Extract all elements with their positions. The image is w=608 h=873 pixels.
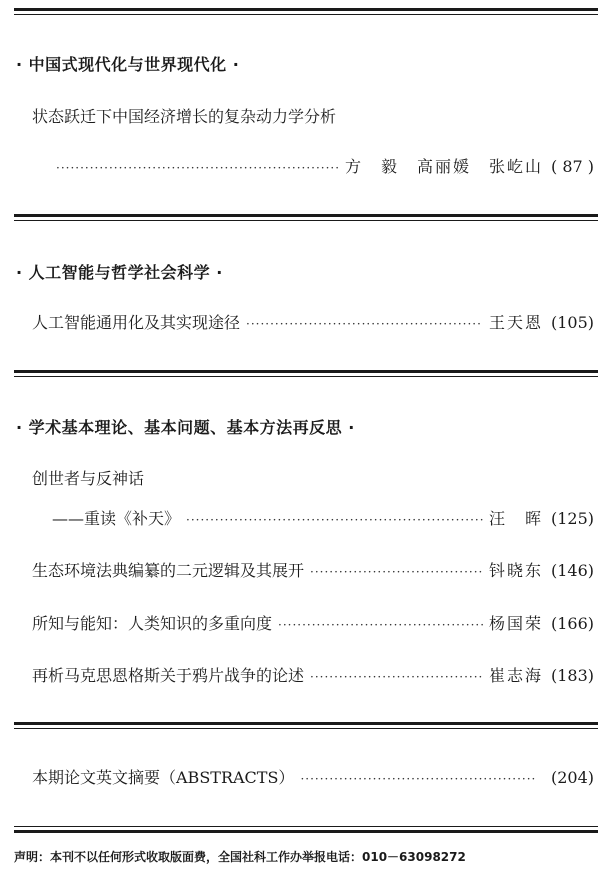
page-number: (146) bbox=[550, 561, 594, 580]
article-author: 崔志海 bbox=[488, 666, 543, 685]
toc-entry[interactable] bbox=[32, 665, 594, 687]
bottom-rule bbox=[14, 826, 598, 833]
abstracts-title: 本期论文英文摘要（ABSTRACTS） bbox=[32, 768, 295, 787]
dot-leader bbox=[278, 614, 483, 636]
section-heading: · 学术基本理论、基本问题、基本方法再反思 · bbox=[16, 418, 355, 437]
article-author: 汪 晖 bbox=[488, 509, 543, 528]
dot-leader bbox=[186, 509, 483, 531]
toc-entry[interactable] bbox=[56, 156, 594, 178]
article-title: 所知与能知：人类知识的多重向度 bbox=[32, 614, 273, 633]
article-author: 钭晓东 bbox=[488, 561, 543, 580]
section-divider bbox=[14, 722, 598, 729]
article-title: 生态环境法典编纂的二元逻辑及其展开 bbox=[32, 561, 305, 580]
page-number: (183) bbox=[550, 666, 594, 685]
article-author: 杨国荣 bbox=[488, 614, 543, 633]
page-number: (204) bbox=[550, 768, 594, 787]
toc-entry[interactable] bbox=[32, 560, 594, 582]
section-heading: · 人工智能与哲学社会科学 · bbox=[16, 263, 223, 282]
page-number: (125) bbox=[550, 509, 594, 528]
article-title: 再析马克思恩格斯关于鸦片战争的论述 bbox=[32, 666, 305, 685]
article-subtitle: ——重读《补天》 bbox=[52, 509, 181, 528]
toc-entry-abstracts[interactable] bbox=[32, 767, 594, 789]
article-title: 创世者与反神话 bbox=[32, 469, 145, 488]
toc-entry[interactable] bbox=[32, 613, 594, 635]
page-number: (166) bbox=[550, 614, 594, 633]
dot-leader bbox=[246, 313, 483, 335]
article-author: 王天恩 bbox=[488, 313, 543, 332]
dot-leader bbox=[300, 768, 537, 790]
dot-leader bbox=[310, 561, 483, 583]
section-heading: · 中国式现代化与世界现代化 · bbox=[16, 55, 240, 74]
top-rule bbox=[14, 8, 598, 15]
article-title: 人工智能通用化及其实现途径 bbox=[32, 313, 241, 332]
article-title: 状态跃迁下中国经济增长的复杂动力学分析 bbox=[32, 107, 337, 126]
dot-leader bbox=[56, 157, 339, 179]
section-divider bbox=[14, 370, 598, 377]
section-divider bbox=[14, 214, 598, 221]
page-number: (105) bbox=[550, 313, 594, 332]
footer-statement: 声明：本刊不以任何形式收取版面费，全国社科工作办举报电话：010－63098272 bbox=[14, 850, 466, 864]
article-author: 方 毅 高丽媛 张屹山 bbox=[344, 157, 543, 176]
page-number: ( 87 ) bbox=[550, 157, 594, 176]
toc-entry[interactable] bbox=[52, 508, 594, 530]
dot-leader bbox=[310, 666, 483, 688]
toc-entry[interactable] bbox=[32, 312, 594, 334]
